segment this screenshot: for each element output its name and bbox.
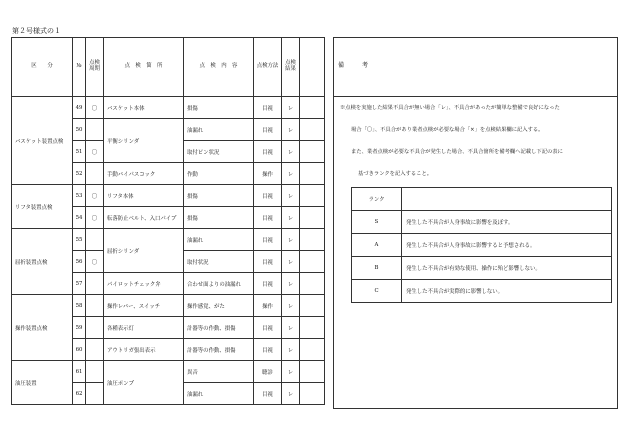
category-cell: 操作装置点検 — [12, 295, 73, 361]
row-blank — [300, 383, 325, 405]
row-blank — [300, 141, 325, 163]
row-result: レ — [282, 317, 300, 339]
row-content: 取付ピン状況 — [184, 141, 254, 163]
row-content: 損傷 — [184, 185, 254, 207]
rank-header: ランク — [352, 188, 402, 211]
rank-header-row — [352, 188, 612, 211]
row-method: 目視 — [254, 141, 282, 163]
row-method: 聴診 — [254, 361, 282, 383]
row-result: レ — [282, 361, 300, 383]
row-result: レ — [282, 229, 300, 251]
row-blank — [300, 295, 325, 317]
header-location: 点 検 箇 所 — [104, 38, 184, 97]
row-blank — [300, 273, 325, 295]
row-method: 操作 — [254, 295, 282, 317]
table-row — [12, 97, 325, 119]
row-period — [86, 273, 104, 295]
remarks-heading: 備 考 — [334, 38, 617, 97]
row-method: 操作 — [254, 163, 282, 185]
row-location: 転落防止ベルト、入口パイプ — [104, 207, 184, 229]
row-location: 屈折シリンダ — [104, 229, 184, 273]
remarks-note-3: また、業者点検が必要な不具合が発生した場合、不具合箇所を備考欄へ記載し下記の表に — [351, 149, 563, 155]
row-location: 平衡シリンダ — [104, 119, 184, 163]
row-result: レ — [282, 119, 300, 141]
row-no: 54 — [73, 207, 86, 229]
row-no: 50 — [73, 119, 86, 141]
rank-table — [351, 187, 612, 303]
row-location: パイロットチェック弁 — [104, 273, 184, 295]
category-cell: バスケット装置点検 — [12, 97, 73, 185]
row-content: 損傷 — [184, 207, 254, 229]
row-content: 異音 — [184, 361, 254, 383]
row-period — [86, 229, 104, 251]
header-category: 区 分 — [12, 38, 73, 97]
row-content: 油漏れ — [184, 383, 254, 405]
remarks-note-2: 場合「〇」、不具合があり業者点検が必要な場合「×」を点検結果欄に記入する。 — [351, 127, 544, 133]
row-content: 取付状況 — [184, 251, 254, 273]
row-no: 61 — [73, 361, 86, 383]
row-method: 目視 — [254, 97, 282, 119]
row-period: 〇 — [86, 207, 104, 229]
rank-row — [352, 234, 612, 257]
row-content: 計器等の作動、損傷 — [184, 339, 254, 361]
row-content: 油漏れ — [184, 119, 254, 141]
row-blank — [300, 207, 325, 229]
row-period — [86, 361, 104, 383]
rank-description: 発生した不具合が人身事故に影響を及ぼす。 — [402, 211, 612, 234]
remarks-note-4: 基づきランクを記入すること。 — [358, 171, 433, 177]
row-no: 49 — [73, 97, 86, 119]
row-result: レ — [282, 295, 300, 317]
remarks-note-1: ※点検を実施した結果不具合が無い場合「レ」、不具合があったが簡単な整備で良好になった — [340, 105, 560, 111]
row-no: 59 — [73, 317, 86, 339]
row-location: バスケット本体 — [104, 97, 184, 119]
rank-letter: S — [352, 211, 402, 234]
inspection-table — [11, 37, 325, 405]
row-content: 損傷 — [184, 97, 254, 119]
row-blank — [300, 97, 325, 119]
row-result: レ — [282, 251, 300, 273]
row-period — [86, 163, 104, 185]
rank-letter: B — [352, 257, 402, 280]
table-row — [12, 185, 325, 207]
row-period — [86, 119, 104, 141]
row-content: 油漏れ — [184, 229, 254, 251]
row-content: 計器等の作動、損傷 — [184, 317, 254, 339]
row-location: 各種表示灯 — [104, 317, 184, 339]
row-method: 目視 — [254, 273, 282, 295]
row-period: 〇 — [86, 141, 104, 163]
remarks-panel — [333, 37, 618, 409]
row-method: 目視 — [254, 251, 282, 273]
row-result: レ — [282, 97, 300, 119]
row-no: 55 — [73, 229, 86, 251]
row-period: 〇 — [86, 185, 104, 207]
row-blank — [300, 229, 325, 251]
row-result: レ — [282, 141, 300, 163]
row-period — [86, 383, 104, 405]
row-method: 目視 — [254, 185, 282, 207]
row-blank — [300, 163, 325, 185]
header-period: 点検 周期 — [86, 38, 104, 97]
header-blank — [300, 38, 325, 97]
row-no: 57 — [73, 273, 86, 295]
row-method: 目視 — [254, 229, 282, 251]
header-row — [12, 38, 325, 97]
row-no: 62 — [73, 383, 86, 405]
row-content: 合わせ面よりの油漏れ — [184, 273, 254, 295]
row-no: 52 — [73, 163, 86, 185]
row-result: レ — [282, 163, 300, 185]
row-period — [86, 295, 104, 317]
header-no: № — [73, 38, 86, 97]
row-method: 目視 — [254, 207, 282, 229]
rank-description: 発生した不具合が実際的に影響しない。 — [402, 280, 612, 303]
header-result: 点検 結果 — [282, 38, 300, 97]
row-method: 目視 — [254, 383, 282, 405]
row-result: レ — [282, 383, 300, 405]
row-result: レ — [282, 207, 300, 229]
row-no: 51 — [73, 141, 86, 163]
row-blank — [300, 185, 325, 207]
row-method: 目視 — [254, 317, 282, 339]
row-blank — [300, 361, 325, 383]
rank-letter: A — [352, 234, 402, 257]
row-location: 手動バイパスコック — [104, 163, 184, 185]
rank-row — [352, 280, 612, 303]
row-location: リフタ本体 — [104, 185, 184, 207]
category-cell: 屈折装置点検 — [12, 229, 73, 295]
row-blank — [300, 251, 325, 273]
row-location: アウトリガ張出表示 — [104, 339, 184, 361]
category-cell: リフタ装置点検 — [12, 185, 73, 229]
row-no: 58 — [73, 295, 86, 317]
table-row — [12, 229, 325, 251]
row-no: 56 — [73, 251, 86, 273]
row-method: 目視 — [254, 119, 282, 141]
form-number: 第２号様式の１ — [12, 27, 61, 35]
row-no: 60 — [73, 339, 86, 361]
rank-row — [352, 211, 612, 234]
rank-header-blank — [402, 188, 612, 211]
rank-row — [352, 257, 612, 280]
table-row — [12, 295, 325, 317]
row-result: レ — [282, 339, 300, 361]
category-cell: 油圧装置 — [12, 361, 73, 405]
row-content: 作動 — [184, 163, 254, 185]
header-content: 点 検 内 容 — [184, 38, 254, 97]
row-blank — [300, 339, 325, 361]
row-blank — [300, 119, 325, 141]
row-location: 操作レバー、スイッチ — [104, 295, 184, 317]
rank-letter: C — [352, 280, 402, 303]
row-period: 〇 — [86, 251, 104, 273]
row-result: レ — [282, 273, 300, 295]
row-method: 目視 — [254, 339, 282, 361]
header-method: 点検方法 — [254, 38, 282, 97]
row-no: 53 — [73, 185, 86, 207]
row-period: 〇 — [86, 97, 104, 119]
row-blank — [300, 317, 325, 339]
row-period — [86, 339, 104, 361]
row-result: レ — [282, 185, 300, 207]
rank-description: 発生した不具合が有効な使用、操作に殆ど影響しない。 — [402, 257, 612, 280]
row-location: 油圧ポンプ — [104, 361, 184, 405]
row-content: 操作感覚、がた — [184, 295, 254, 317]
rank-description: 発生した不具合が人身事故に影響すると予想される。 — [402, 234, 612, 257]
table-row — [12, 361, 325, 383]
row-period — [86, 317, 104, 339]
